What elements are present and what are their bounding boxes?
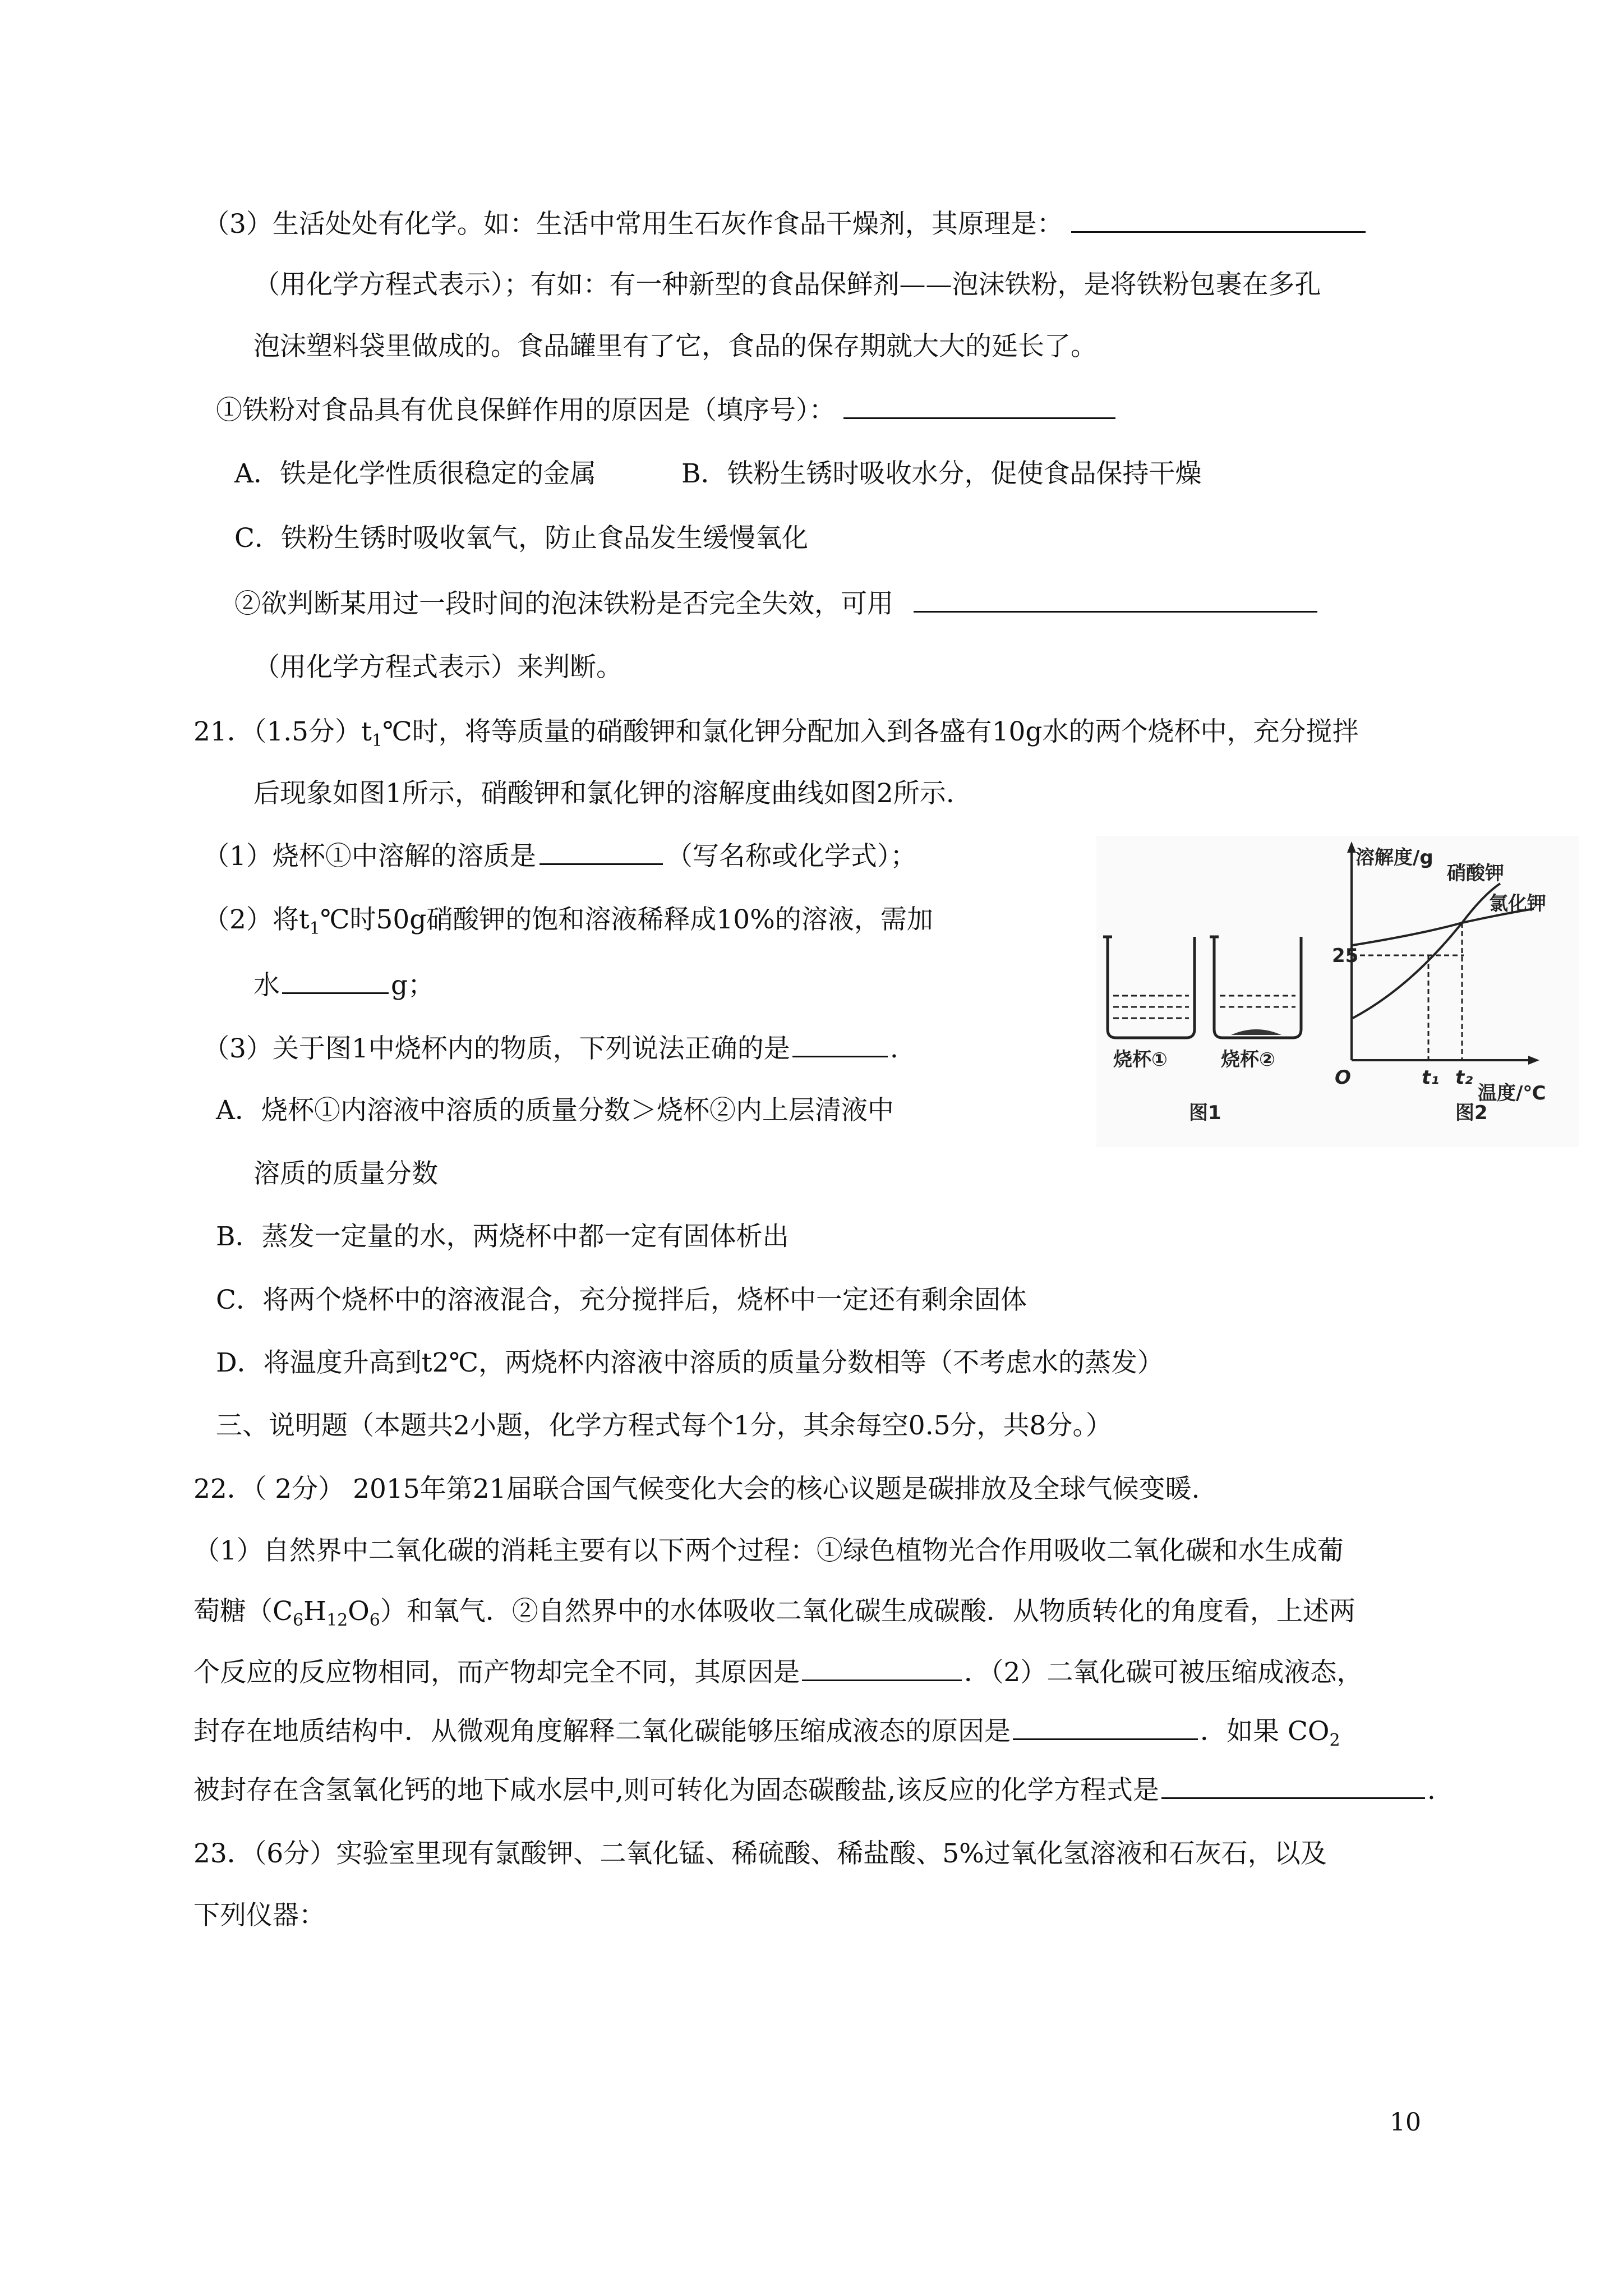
sub-question [216,393,1115,427]
option-b: B．铁粉生锈时吸收水分，促使食品保持干燥 [681,458,1202,489]
option-a: A．铁是化学性质很稳定的金属 [234,458,596,489]
solubility-chart [1332,841,1546,1124]
text-line: 萄糖$(C_6H_{12}O_6)$和氧气．②自然界中的水体吸收二氧化碳生成碳酸．从物质转化的角度看，上述两 [193,1596,1355,1630]
q3-intro-text: （3）生活处处有化学。如：生活中常用生石灰作食品干燥剂，其原理是： [203,209,1063,240]
section-heading: 三、说明题（本题共2小题，化学方程式每个1分，其余每空0.5分，共8分。） [216,1410,1112,1441]
figure-2-caption: 图2 [1455,1102,1488,1124]
text-line: 水 g； [253,968,434,1002]
text-line: 个反应的反应物相同，而产物却完全不同，其原因是 ．（2）二氧化碳可被压缩成液态， [193,1655,1363,1690]
q3-intro [203,206,1366,241]
beaker-2-label: 烧杯② [1221,1048,1275,1071]
y-tick-25: 25 [1332,945,1359,967]
x-axis-label: 温度/℃ [1478,1082,1546,1105]
text-line: （1）自然界中二氧化碳的消耗主要有以下两个过程：①绿色植物光合作用吸收二氧化碳和水生成葡 [193,1535,1344,1566]
option-d: D．将温度升高到t2℃，两烧杯内溶液中溶质的质量分数相等（不考虑水的蒸发） [216,1347,1164,1378]
solubility-figure [1096,836,1579,1147]
text-line: 泡沫塑料袋里做成的。食品罐里有了它，食品的保存期就大大的延长了。 [253,331,1097,362]
option-a: A．烧杯①内溶液中溶质的质量分数＞烧杯②内上层清液中 [216,1095,894,1126]
kcl-label: 氯化钾 [1489,892,1546,915]
option-c: C．将两个烧杯中的溶液混合，充分搅拌后，烧杯中一定还有剩余固体 [216,1285,1027,1315]
answer-blank[interactable] [792,1031,888,1057]
x-axis-arrow [1528,1056,1539,1065]
sub-question: （1）烧杯①中溶解的溶质是 （写名称或化学式）； [203,839,916,873]
beaker-1 [1103,937,1195,1038]
option-c: C．铁粉生锈时吸收氧气，防止食品发生缓慢氧化 [234,523,808,554]
kno3-curve [1353,884,1500,1018]
sub-question-text: ①铁粉对食品具有优良保鲜作用的原因是（填序号）： [216,395,836,426]
page-number: 10 [1390,2108,1421,2137]
figure-svg [1096,836,1579,1147]
answer-blank[interactable] [843,393,1115,419]
answer-blank[interactable] [1013,1714,1198,1740]
text-line: （用化学方程式表示）来判断。 [253,652,623,683]
sub-question: （3）关于图1中烧杯内的物质，下列说法正确的是 . [203,1031,898,1066]
answer-blank[interactable] [914,586,1317,613]
text-line: （用化学方程式表示）；有如：有一种新型的食品保鲜剂——泡沫铁粉，是将铁粉包裹在多孔 [253,269,1321,300]
sub-question-text: ②欲判断某用过一段时间的泡沫铁粉是否完全失效，可用 [234,588,893,619]
answer-blank[interactable] [1161,1773,1425,1799]
answer-blank[interactable] [1071,206,1366,233]
beaker-1-outline [1108,937,1195,1038]
question-22: 22．（ 2分） 2015年第21届联合国气候变化大会的核心议题是碳排放及全球气候变暖. [193,1474,1200,1504]
text-line: 后现象如图1所示，硝酸钾和氯化钾的溶解度曲线如图2所示. [253,778,955,809]
answer-blank[interactable] [282,968,389,994]
beaker-2-outline [1214,937,1301,1038]
text-line: 下列仪器： [193,1900,325,1931]
beaker-2 [1210,937,1301,1038]
origin-label: O [1335,1066,1351,1089]
option-b: B．蒸发一定量的水，两烧杯中都一定有固体析出 [216,1221,789,1252]
beaker-1-label: 烧杯① [1113,1048,1168,1071]
answer-blank[interactable] [802,1655,962,1681]
y-axis-label: 溶解度/g [1355,846,1433,869]
question-23: 23．（6分）实验室里现有氯酸钾、二氧化锰、稀硫酸、稀盐酸、5%过氧化氢溶液和石灰石，以及 [193,1838,1327,1869]
beaker-2-solid [1231,1029,1281,1035]
kno3-label: 硝酸钾 [1447,862,1504,885]
y-axis-arrow [1347,841,1356,853]
question-21: 21．（1.5分）$t_1℃$时，将等质量的硝酸钾和氯化钾分配加入到各盛有10g水的两个烧杯中，充分搅拌 [193,716,1359,751]
text-line: 被封存在含氢氧化钙的地下咸水层中,则可转化为固态碳酸盐,该反应的化学方程式是 . [193,1773,1436,1807]
figure-1-caption: 图1 [1189,1102,1221,1124]
text-line: 封存在地质结构中．从微观角度解释二氧化碳能够压缩成液态的原因是 ．如果 $CO_2$ [193,1714,1340,1757]
sub-question: （2）将$t_1℃$时50g硝酸钾的饱和溶液稀释成10%的溶液，需加 [203,904,933,938]
x-tick-t2: t₂ [1455,1066,1473,1089]
x-tick-t1: t₁ [1422,1066,1440,1089]
text-line: 溶质的质量分数 [253,1158,438,1189]
sub-question [234,586,1317,621]
answer-blank[interactable] [540,839,663,865]
